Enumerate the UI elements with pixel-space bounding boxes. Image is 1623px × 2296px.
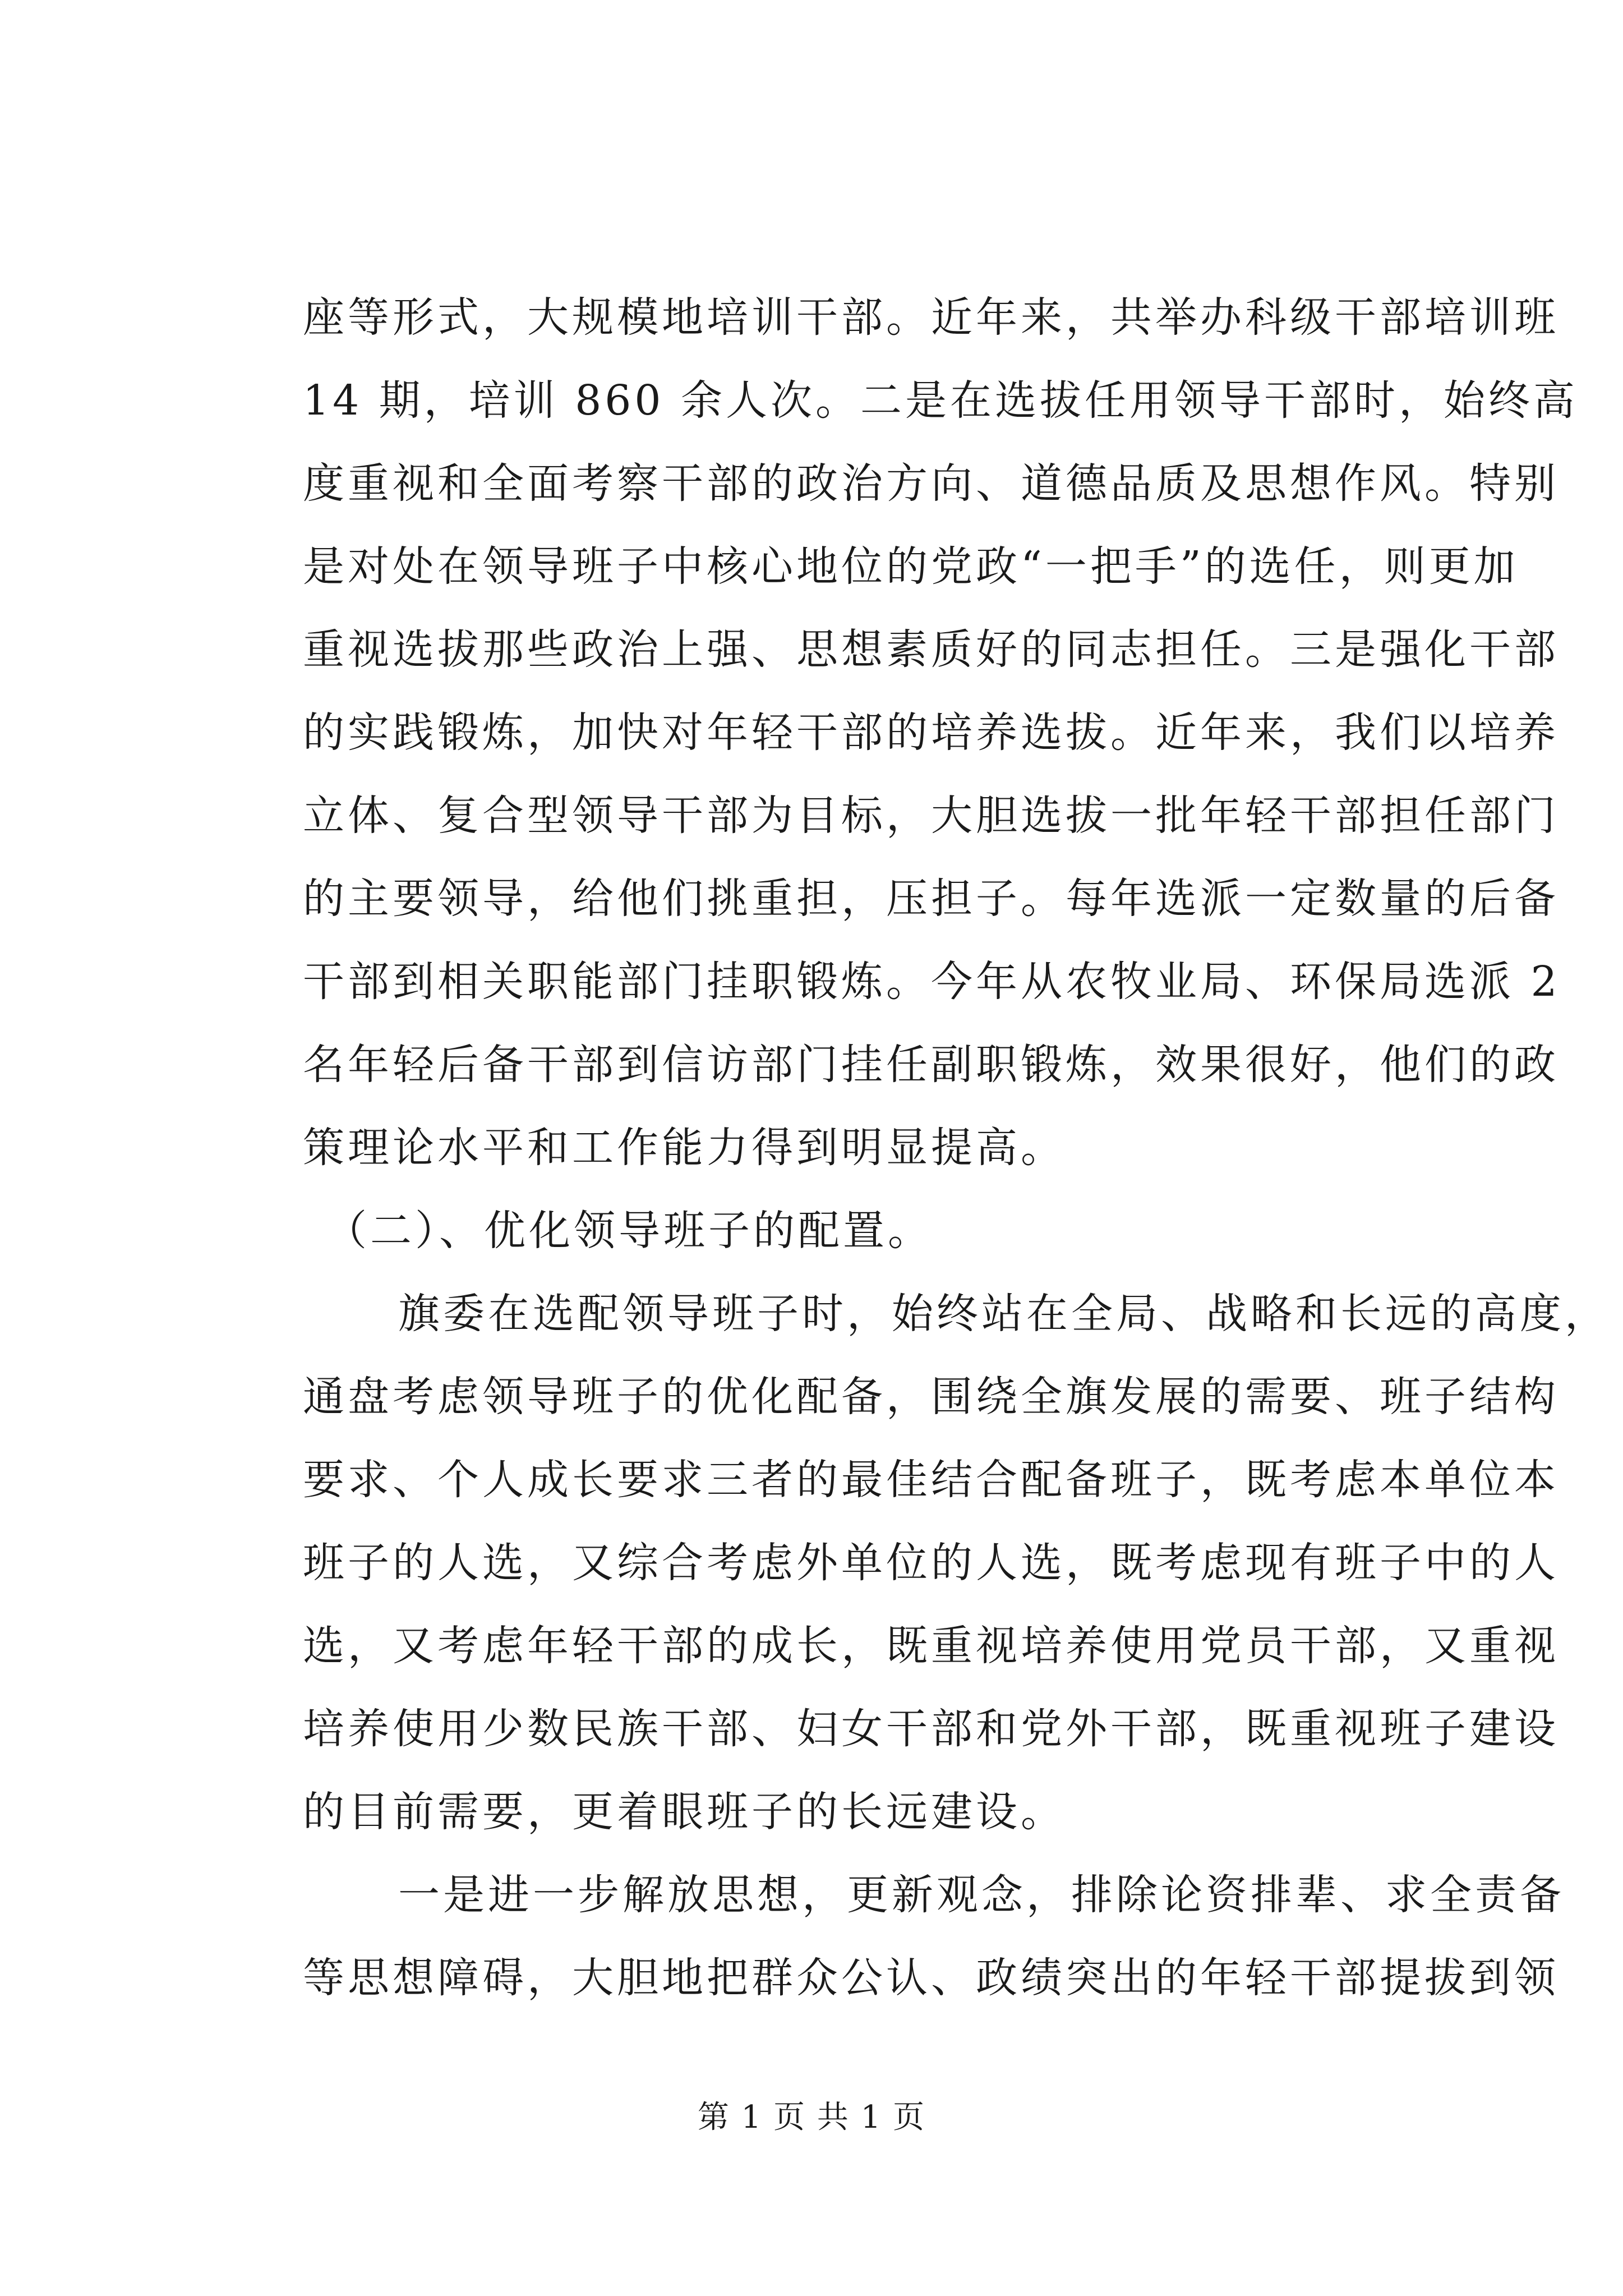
text-line: 策理论水平和工作能力得到明显提高。 (303, 1124, 1066, 1172)
text-line: 的目前需要，更着眼班子的长远建设。 (303, 1788, 1066, 1836)
text-line: 干部到相关职能部门挂职锻炼。今年从农牧业局、环保局选派 2 (303, 958, 1561, 1006)
text-line: 培养使用少数民族干部、妇女干部和党外干部，既重视班子建设 (303, 1705, 1559, 1753)
text-line: 座等形式，大规模地培训干部。近年来，共举办科级干部培训班 (303, 293, 1559, 342)
text-line: 重视选拔那些政治上强、思想素质好的同志担任。三是强化干部 (303, 625, 1559, 674)
text-line: 班子的人选，又综合考虑外单位的人选，既考虑现有班子中的人 (303, 1539, 1559, 1587)
text-line: 选，又考虑年轻干部的成长，既重视培养使用党员干部，又重视 (303, 1622, 1559, 1670)
section-heading: （二）、优化领导班子的配置。 (325, 1207, 933, 1255)
text-line: 的主要领导，给他们挑重担，压担子。每年选派一定数量的后备 (303, 875, 1559, 923)
body-text (303, 292, 1610, 2031)
paragraph-start-line: 旗委在选配领导班子时，始终站在全局、战略和长远的高度， (398, 1290, 1610, 1338)
text-line: 的实践锻炼，加快对年轻干部的培养选拔。近年来，我们以培养 (303, 708, 1559, 757)
page-number: 第 1 页 共 1 页 (697, 2099, 926, 2136)
page-footer (0, 2098, 1623, 2137)
text-line: 度重视和全面考察干部的政治方向、道德品质及思想作风。特别 (303, 459, 1559, 508)
text-line: 要求、个人成长要求三者的最佳结合配备班子，既考虑本单位本 (303, 1456, 1559, 1504)
text-line: 是对处在领导班子中核心地位的党政“一把手”的选任，则更加 (303, 542, 1519, 591)
text-line: 立体、复合型领导干部为目标，大胆选拔一批年轻干部担任部门 (303, 792, 1559, 840)
paragraph-start-line: 一是进一步解放思想，更新观念，排除论资排辈、求全责备 (398, 1871, 1565, 1919)
text-line: 14 期，培训 860 余人次。二是在选拔任用领导干部时，始终高 (303, 376, 1578, 425)
text-line: 通盘考虑领导班子的优化配备，围绕全旗发展的需要、班子结构 (303, 1373, 1559, 1421)
text-line: 等思想障碍，大胆地把群众公认、政绩突出的年轻干部提拔到领 (303, 1954, 1559, 2002)
text-line: 名年轻后备干部到信访部门挂任副职锻炼，效果很好，他们的政 (303, 1041, 1559, 1089)
